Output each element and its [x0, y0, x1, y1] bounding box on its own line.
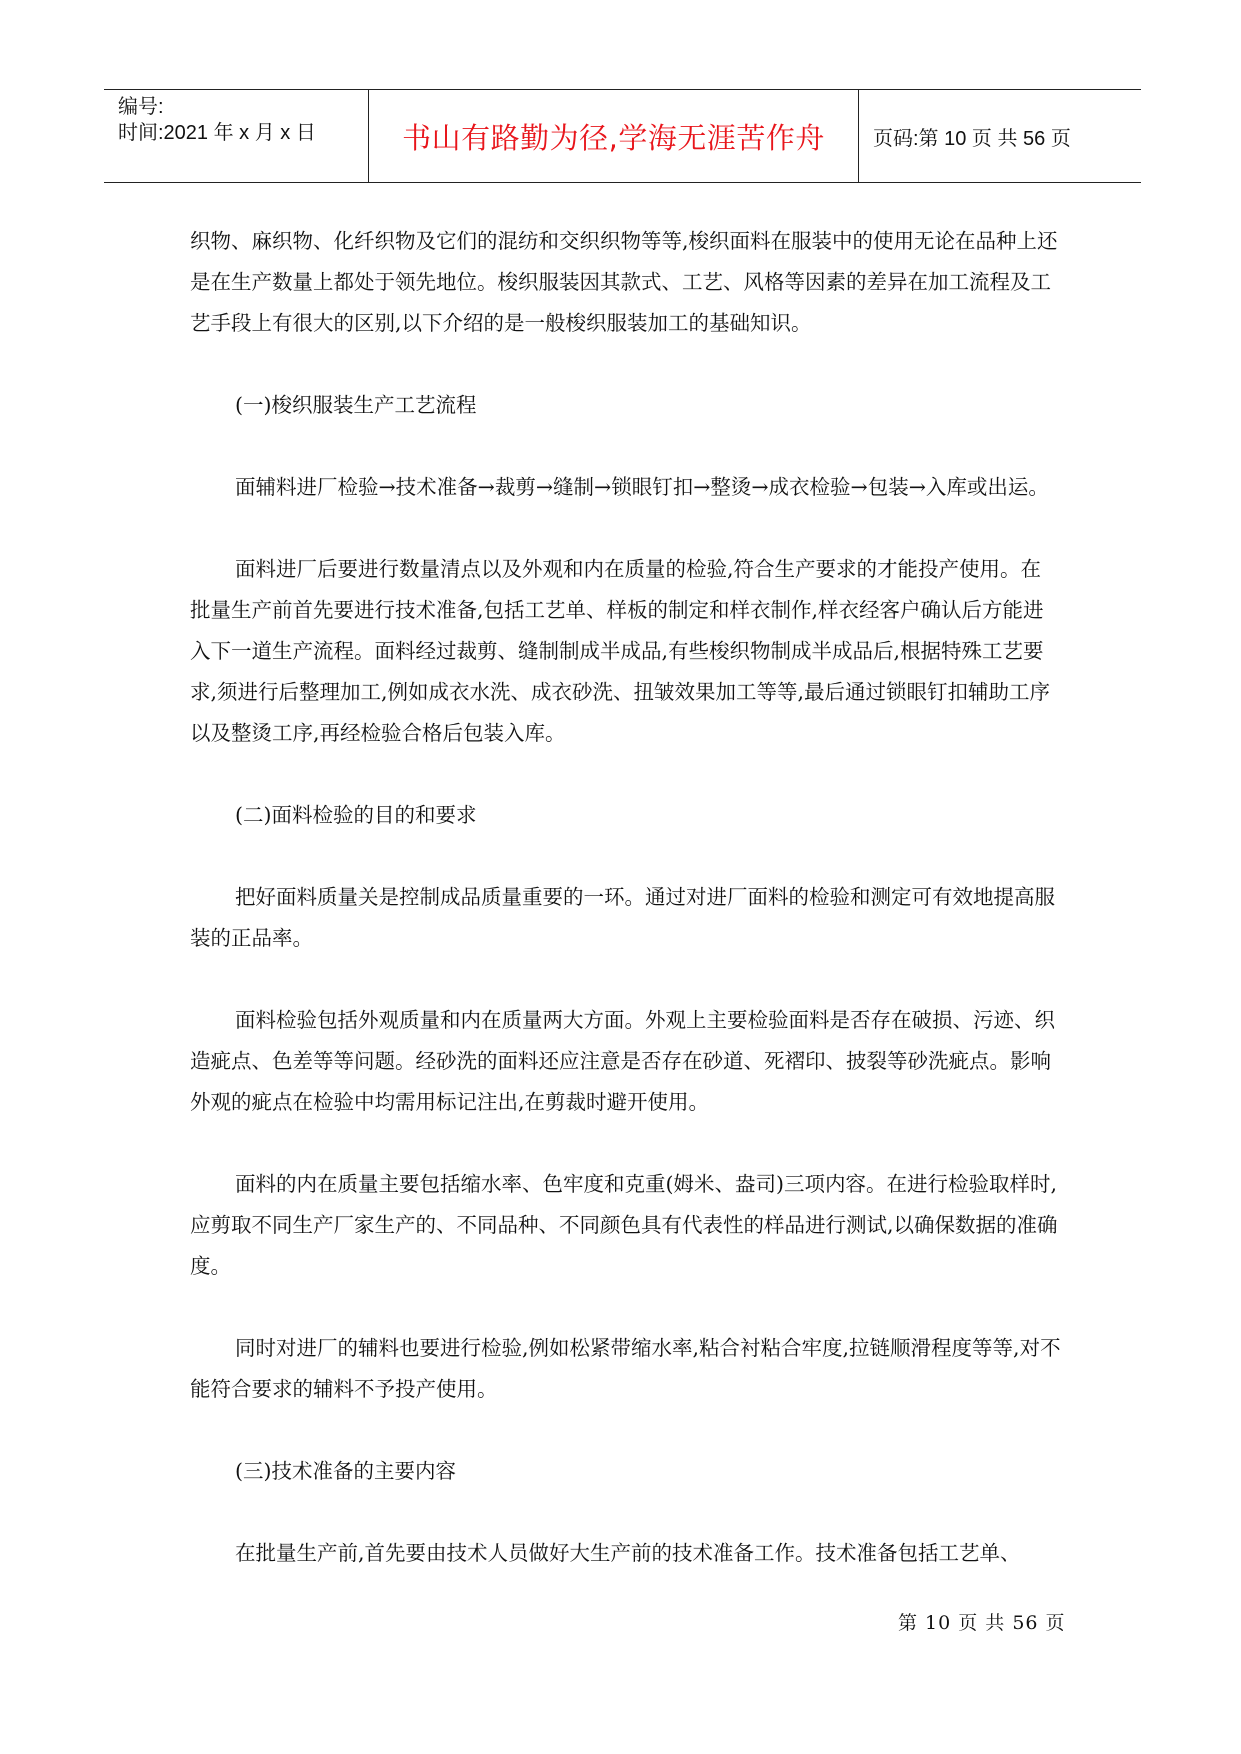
section-heading-1: (一)梭织服装生产工艺流程 — [235, 393, 477, 417]
header-motto: 书山有路勤为径,学海无涯苦作舟 — [369, 90, 859, 182]
page-header — [104, 89, 1141, 183]
section-heading-3: (三)技术准备的主要内容 — [235, 1459, 456, 1483]
paragraph-1: 织物、麻织物、化纤织物及它们的混纺和交织织物等等,梭织面料在服装中的使用无论在品种上还是在生产数量上都处于领先地位。梭织服装因其款式、工艺、风格等因素的差异在加工流程及工艺手段上有很大的区别,以下介绍的是一般梭织服装加工的基础知识。 — [190, 229, 1058, 335]
page-footer: 第 10 页 共 56 页 — [898, 1612, 1066, 1634]
time-label: 时间:2021 年 x 月 x 日 — [118, 122, 316, 144]
number-label: 编号: — [118, 96, 164, 118]
header-page-info: 页码:第 10 页 共 56 页 — [873, 127, 1071, 150]
paragraph-6: 面料的内在质量主要包括缩水率、色牢度和克重(姆米、盎司)三项内容。在进行检验取样时,应剪取不同生产厂家生产的、不同品种、不同颜色具有代表性的样品进行测试,以确保数据的准确度。 — [190, 1172, 1058, 1278]
paragraph-7: 同时对进厂的辅料也要进行检验,例如松紧带缩水率,粘合衬粘合牢度,拉链顺滑程度等等,对不能符合要求的辅料不予投产使用。 — [190, 1336, 1061, 1401]
paragraph-5: 面料检验包括外观质量和内在质量两大方面。外观上主要检验面料是否存在破损、污迹、织造疵点、色差等等问题。经砂洗的面料还应注意是否存在砂道、死褶印、披裂等砂洗疵点。影响外观的疵点在检验中均需用标记注出,在剪裁时避开使用。 — [190, 1008, 1055, 1114]
header-meta — [104, 90, 369, 182]
paragraph-4: 把好面料质量关是控制成品质量重要的一环。通过对进厂面料的检验和测定可有效地提高服装的正品率。 — [190, 885, 1055, 950]
paragraph-8: 在批量生产前,首先要由技术人员做好大生产前的技术准备工作。技术准备包括工艺单、 — [235, 1541, 1021, 1565]
paragraph-2: 面辅料进厂检验→技术准备→裁剪→缝制→锁眼钉扣→整烫→成衣检验→包装→入库或出运。 — [235, 475, 1049, 499]
section-heading-2: (二)面料检验的目的和要求 — [235, 803, 477, 827]
paragraph-3: 面料进厂后要进行数量清点以及外观和内在质量的检验,符合生产要求的才能投产使用。在批量生产前首先要进行技术准备,包括工艺单、样板的制定和样衣制作,样衣经客户确认后方能进入下一道生产流程。面料经过裁剪、缝制制成半成品,有些梭织物制成半成品后,根据特殊工艺要求,须进行后整理加工,例如成衣水洗、成衣砂洗、扭皱效果加工等等,最后通过锁眼钉扣辅助工序以及整烫工序,再经检验合格后包装入库。 — [190, 557, 1051, 745]
document-body — [190, 221, 1061, 1574]
